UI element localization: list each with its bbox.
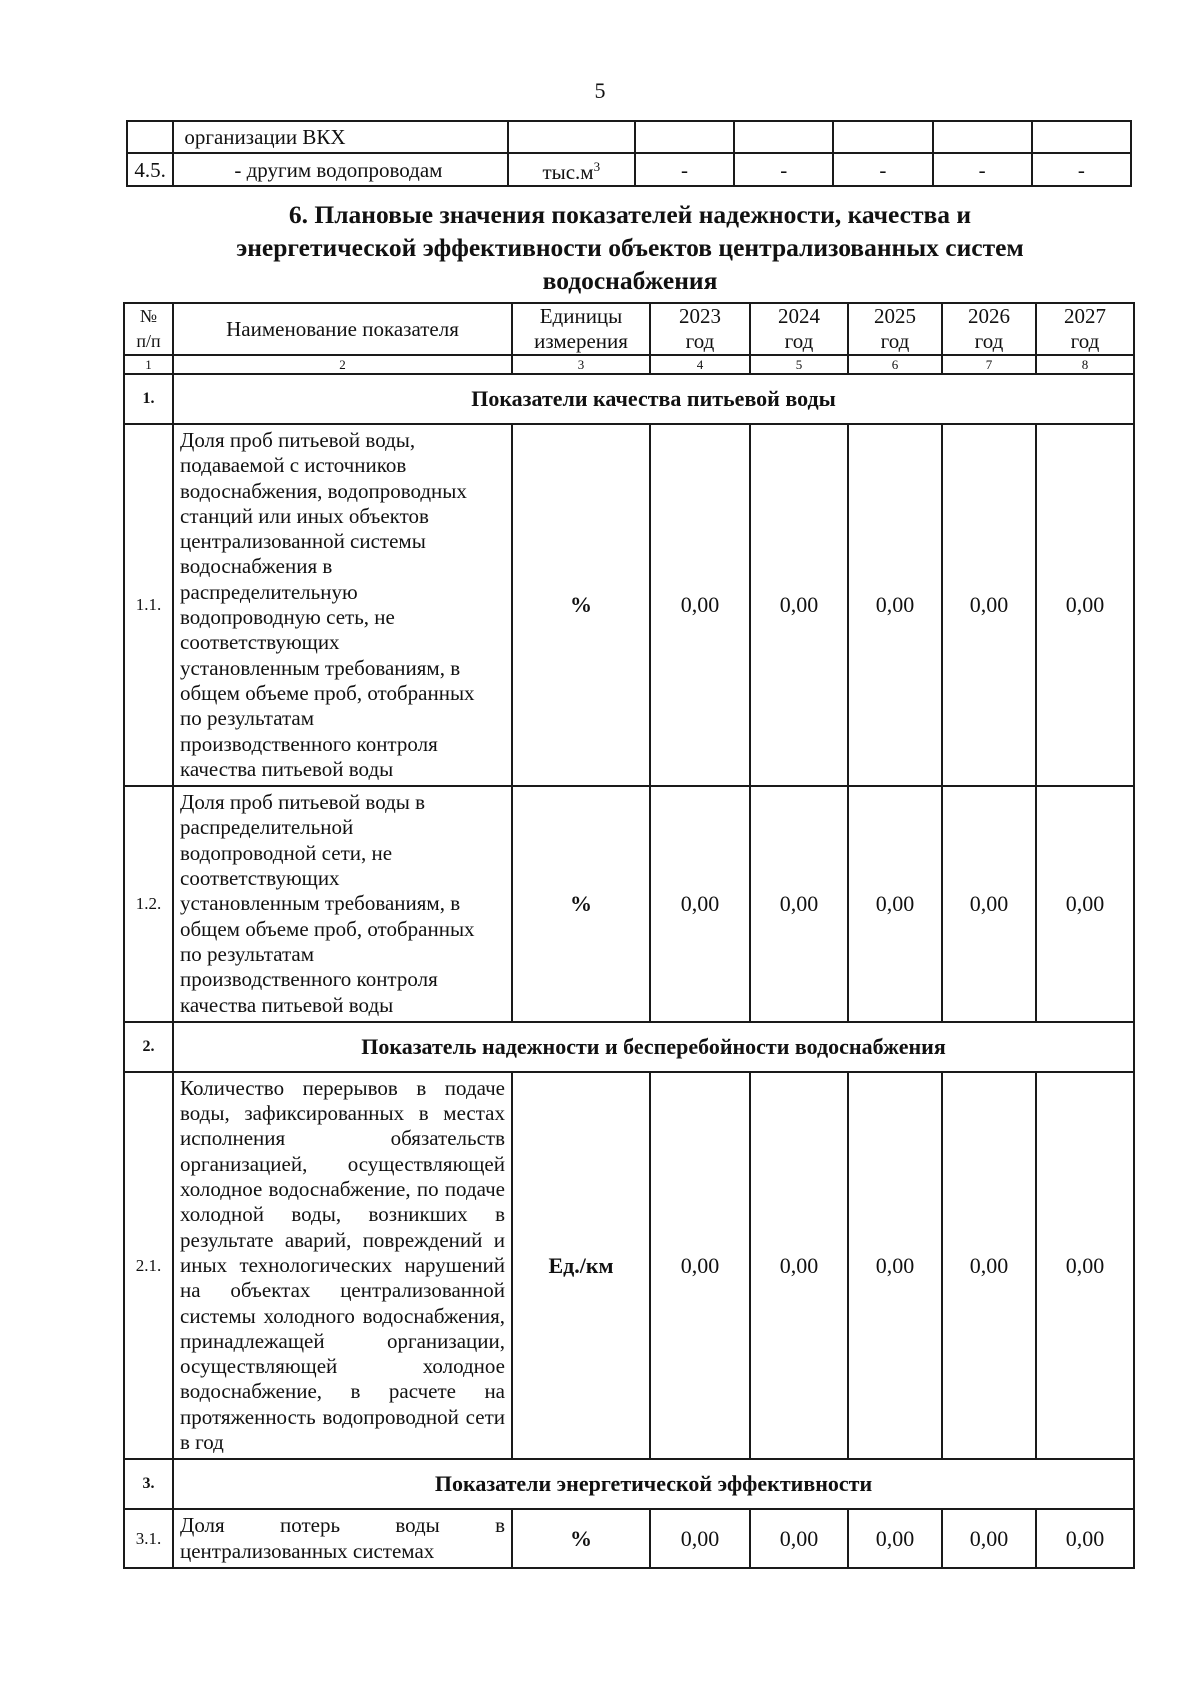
column-numbers-row	[124, 355, 1134, 374]
table-row	[127, 121, 1131, 153]
indicator-name: организации ВКХ	[173, 121, 507, 153]
indicators-table	[123, 302, 1135, 1569]
header-year	[1036, 303, 1134, 355]
indicator-line: распределительной	[180, 815, 354, 840]
indicator-name: Доля потерь воды в централизованных системах	[173, 1509, 512, 1568]
value-cell: -	[635, 153, 734, 186]
value-cell: 0,00	[942, 786, 1036, 1022]
page-number: 5	[594, 78, 606, 103]
value-cell: 0,00	[650, 1509, 750, 1568]
header-unit-line: Единицы	[539, 304, 623, 328]
table-row	[124, 786, 1134, 1022]
row-number	[127, 121, 173, 153]
header-number	[124, 303, 173, 355]
value-cell: 0,00	[848, 1072, 942, 1459]
header-row	[124, 303, 1134, 355]
value-cell	[833, 121, 932, 153]
value-cell: 0,00	[750, 786, 848, 1022]
column-number: 4	[650, 355, 750, 374]
year-label: 2027	[1064, 304, 1106, 328]
header-year	[848, 303, 942, 355]
indicator-line: Доля проб питьевой воды в	[180, 790, 426, 815]
year-label: 2026	[968, 304, 1010, 328]
year-suffix: год	[784, 329, 814, 353]
value-cell	[1032, 121, 1131, 153]
section-title-line: водоснабжения	[542, 266, 718, 295]
indicator-line: по результатам	[180, 941, 315, 966]
table-row	[124, 1072, 1134, 1459]
value-cell: 0,00	[650, 786, 750, 1022]
group-row	[124, 1022, 1134, 1072]
indicator-name: - другим водопроводам	[173, 153, 507, 186]
indicator-line: водоснабжения в	[180, 554, 333, 579]
indicator-line: водоснабжения, водопроводных	[180, 478, 467, 503]
header-year	[942, 303, 1036, 355]
value-cell: 0,00	[1036, 1072, 1134, 1459]
section-title	[180, 198, 1080, 297]
indicator-line: установленным требованиям, в	[180, 655, 461, 680]
year-suffix: год	[974, 329, 1004, 353]
value-cell: 0,00	[750, 1072, 848, 1459]
table-row	[124, 424, 1134, 786]
indicator-line: водопроводную сеть, не	[180, 605, 395, 630]
group-title: Показатель надежности и бесперебойности водоснабжения	[173, 1022, 1134, 1072]
value-cell: -	[734, 153, 833, 186]
indicator-line: общем объеме проб, отобранных	[180, 916, 475, 941]
value-cell: 0,00	[750, 424, 848, 786]
indicator-line: Доля проб питьевой воды,	[180, 428, 416, 452]
group-row	[124, 374, 1134, 424]
column-number: 6	[848, 355, 942, 374]
header-name: Наименование показателя	[173, 303, 512, 355]
group-number: 3.	[124, 1459, 173, 1509]
value-cell: 0,00	[1036, 1509, 1134, 1568]
value-cell	[734, 121, 833, 153]
header-unit	[512, 303, 650, 355]
header-unit-line: измерения	[534, 329, 628, 353]
indicator-line: соответствующих	[180, 866, 340, 891]
indicator-line: соответствующих	[180, 630, 340, 655]
year-suffix: год	[880, 329, 910, 353]
row-number: 4.5.	[127, 153, 173, 186]
column-number: 3	[512, 355, 650, 374]
indicator-line: производственного контроля	[180, 967, 438, 992]
value-cell: 0,00	[848, 424, 942, 786]
value-cell	[635, 121, 734, 153]
value-cell: 0,00	[848, 786, 942, 1022]
indicator-line: общем объеме проб, отобранных	[180, 680, 475, 705]
value-cell: 0,00	[942, 424, 1036, 786]
indicator-line: водопроводной сети, не	[180, 840, 393, 865]
value-cell: 0,00	[848, 1509, 942, 1568]
unit-text: тыс.м	[542, 160, 594, 184]
value-cell: 0,00	[750, 1509, 848, 1568]
value-cell: 0,00	[1036, 424, 1134, 786]
group-number: 2.	[124, 1022, 173, 1072]
column-number: 7	[942, 355, 1036, 374]
unit-cell: %	[512, 424, 650, 786]
unit-superscript: 3	[593, 159, 601, 174]
unit-cell: %	[512, 786, 650, 1022]
indicator-name	[173, 424, 512, 786]
indicator-line: распределительную	[180, 579, 358, 604]
unit-cell	[508, 121, 635, 153]
group-title: Показатели энергетической эффективности	[173, 1459, 1134, 1509]
value-cell: 0,00	[942, 1509, 1036, 1568]
year-suffix: год	[685, 329, 715, 353]
indicator-line: производственного контроля	[180, 731, 438, 756]
group-row	[124, 1459, 1134, 1509]
continued-table-fragment	[126, 120, 1132, 187]
section-title-line: энергетической эффективности объектов централизованных систем	[236, 233, 1024, 262]
indicator-line: качества питьевой воды	[180, 992, 394, 1017]
column-number: 2	[173, 355, 512, 374]
indicator-line: подаваемой с источников	[180, 453, 407, 478]
unit-cell: Ед./км	[512, 1072, 650, 1459]
year-label: 2025	[874, 304, 916, 328]
row-number: 1.2.	[124, 786, 173, 1022]
unit-cell: %	[512, 1509, 650, 1568]
indicator-line: установленным требованиям, в	[180, 891, 461, 916]
section-title-line: 6. Плановые значения показателей надежности, качества и	[288, 200, 972, 229]
value-cell: -	[833, 153, 932, 186]
table-row	[124, 1509, 1134, 1568]
column-number: 1	[124, 355, 173, 374]
group-number: 1.	[124, 374, 173, 424]
year-label: 2024	[778, 304, 820, 328]
value-cell	[933, 121, 1032, 153]
indicator-name	[173, 786, 512, 1022]
value-cell: 0,00	[942, 1072, 1036, 1459]
header-year	[750, 303, 848, 355]
value-cell: -	[1032, 153, 1131, 186]
row-number: 3.1.	[124, 1509, 173, 1568]
indicator-line: качества питьевой воды	[180, 756, 394, 781]
year-suffix: год	[1070, 329, 1100, 353]
indicator-line: станций или иных объектов	[180, 503, 429, 528]
column-number: 8	[1036, 355, 1134, 374]
header-number-line: №	[139, 306, 158, 326]
indicator-name: Количество перерывов в подаче воды, зафиксированных в местах исполнения обязательств организацией, осуществляющей холодное водоснабжение, по подаче холодной воды, возникших в результате аварий, повреждений и иных технологических нарушений на объектах централизованной системы холодного водоснабжения, принадлежащей организации, осуществляющей холодное водоснабжение, в расчете на протяженность водопроводной сети в год	[173, 1072, 512, 1459]
indicator-line: централизованной системы	[180, 529, 426, 554]
value-cell: 0,00	[650, 424, 750, 786]
header-year	[650, 303, 750, 355]
row-number: 2.1.	[124, 1072, 173, 1459]
column-number: 5	[750, 355, 848, 374]
table-row	[127, 153, 1131, 186]
group-title: Показатели качества питьевой воды	[173, 374, 1134, 424]
value-cell: 0,00	[1036, 786, 1134, 1022]
unit-cell	[508, 153, 635, 186]
year-label: 2023	[679, 304, 721, 328]
indicator-line: по результатам	[180, 706, 315, 731]
value-cell: 0,00	[650, 1072, 750, 1459]
value-cell: -	[933, 153, 1032, 186]
row-number: 1.1.	[124, 424, 173, 786]
header-number-line: п/п	[136, 331, 161, 351]
